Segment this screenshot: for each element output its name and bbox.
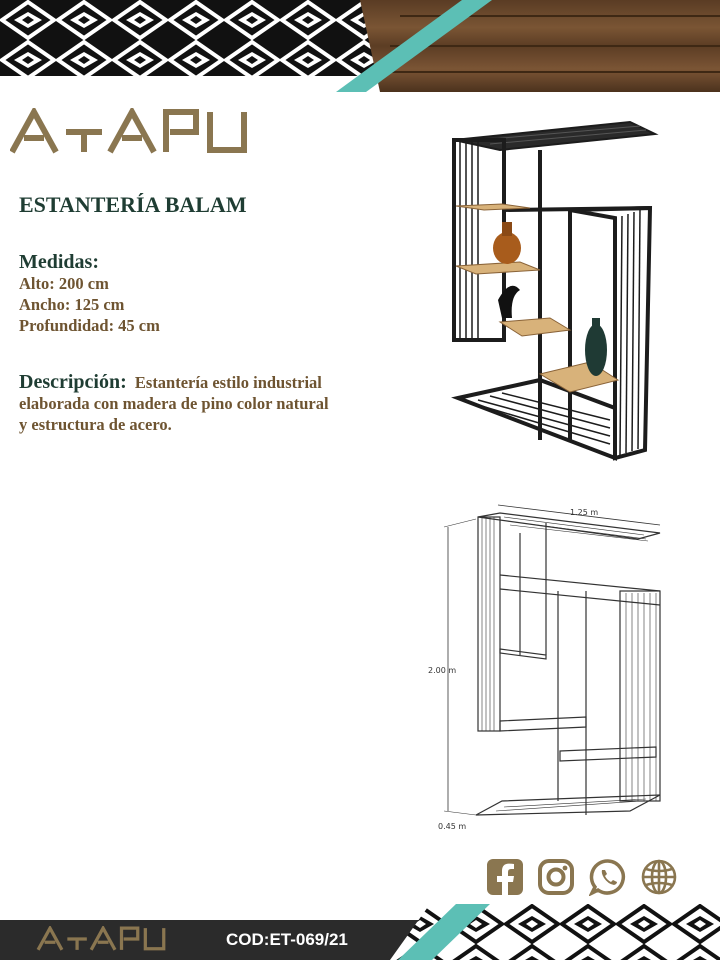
whatsapp-icon[interactable] (589, 858, 627, 896)
description-block (19, 372, 329, 435)
product-code: COD:ET-069/21 (226, 930, 348, 949)
facebook-icon[interactable] (486, 858, 524, 896)
product-photo (440, 110, 665, 465)
footer-atapu-logo (36, 926, 168, 952)
profundidad-value: Profundidad: 45 cm (19, 316, 160, 335)
header-banner (0, 0, 720, 92)
technical-drawing (420, 495, 690, 840)
atapu-logo (10, 108, 250, 156)
descripcion-label: Descripción: (19, 371, 127, 393)
descripcion-text: Estantería estilo industrial elaborada con madera de pino color natural y estructura de acero. (19, 373, 329, 434)
medidas-label: Medidas: (19, 251, 99, 273)
height-dimension: 2.00 m (428, 666, 457, 675)
alto-value: Alto: 200 cm (19, 274, 109, 293)
product-title: ESTANTERÍA BALAM (19, 192, 247, 217)
depth-dimension: 0.45 m (438, 822, 467, 831)
ancho-value: Ancho: 125 cm (19, 295, 125, 314)
globe-icon[interactable] (640, 858, 678, 896)
width-dimension: 1.25 m (570, 508, 599, 517)
instagram-icon[interactable] (537, 858, 575, 896)
